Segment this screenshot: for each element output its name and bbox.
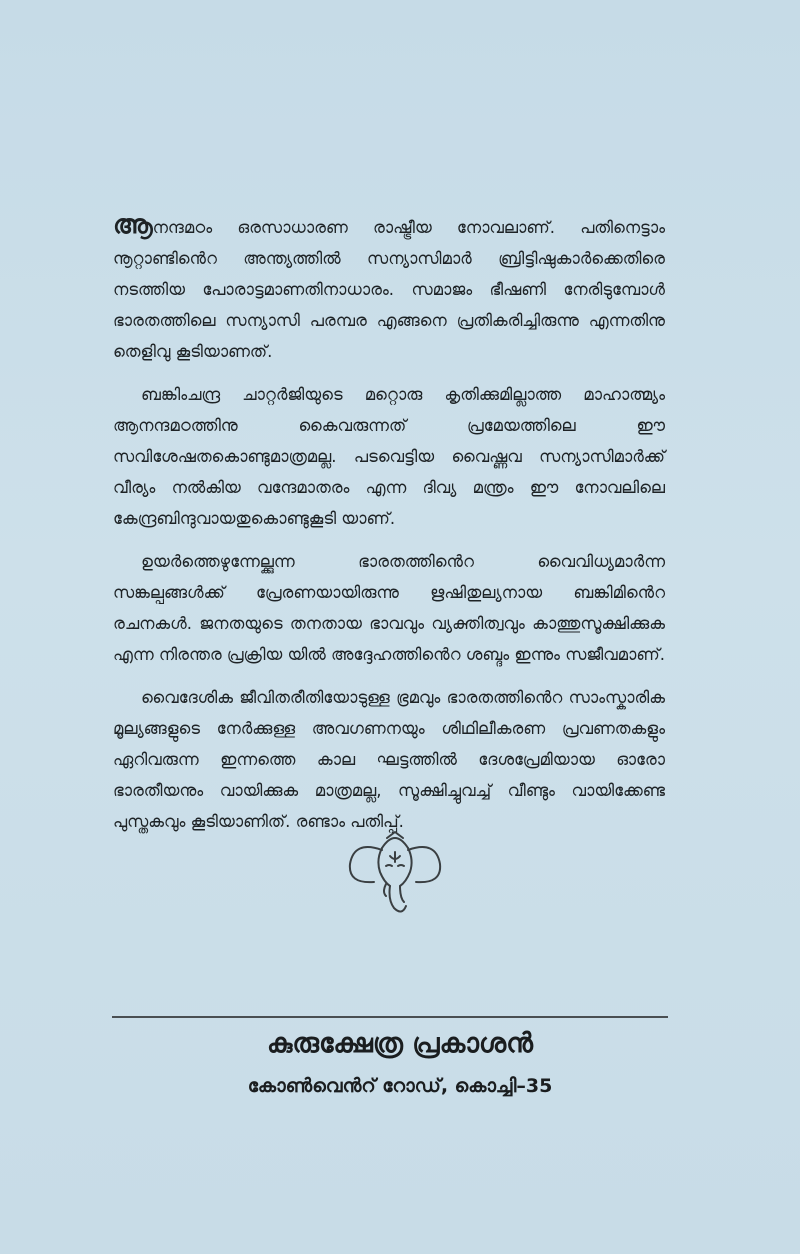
blurb-paragraph-3: ഉയർത്തെഴുന്നേല്ക്കുന്ന ഭാരതത്തിൻെറ വൈവിധ്യമാർന്ന സങ്കല്പങ്ങൾക്ക് പ്രേരണയായിരുന്നു ഋഷിതുല്യനായ ബങ്കിമിൻെറ രചനകൾ. ജനതയുടെ തനതായ ഭാവവും വ്യക്തിത്വവും കാത്തുസൂക്ഷിക്കുക എന്ന നിരന്തര പ്രക്രിയ യിൽ അദ്ദേഹത്തിൻെറ ശബ്ദം ഇന്നും സജീവമാണ്. bbox=[113, 552, 665, 664]
publisher-name: കുരുക്ഷേത്ര പ്രകാശൻ bbox=[267, 1028, 533, 1059]
blurb-paragraph-2: ബങ്കിംചന്ദ്ര ചാറ്റർജിയുടെ മറ്റൊരു കൃതിക്കുമില്ലാത്ത മാഹാത്മ്യം ആനന്ദമഠത്തിനു കൈവരുന്നത് പ്രമേയത്തിലെ ഈ സവിശേഷതകൊണ്ടുമാത്രമല്ല. പടവെട്ടിയ വൈഷ്ണവ സന്യാസിമാർക്ക് വീര്യം നൽകിയ വന്ദേമാതരം എന്ന ദിവ്യ മന്ത്രം ഈ നോവലിലെ കേന്ദ്രബിന്ദുവായതുകൊണ്ടുകൂടി യാണ്. bbox=[113, 385, 665, 528]
blurb-paragraph-1-text: നന്ദമഠം ഒരസാധാരണ രാഷ്ട്രീയ നോവലാണ്. പതിനെട്ടാം നൂറ്റാണ്ടിൻെറ അന്ത്യത്തിൽ സന്യാസിമാർ ബ്രിട്ടിഷുകാർക്കെതിരെ നടത്തിയ പോരാട്ടമാണതിനാധാരം. സമാജം ഭീഷണി നേരിടുമ്പോൾ ഭാരതത്തിലെ സന്യാസി പരമ്പര എങ്ങനെ പ്രതികരിച്ചിരുന്നു എന്നതിനു തെളിവു കൂടിയാണത്. bbox=[113, 218, 665, 361]
drop-cap: ആ bbox=[113, 210, 153, 240]
divider-line bbox=[112, 1016, 668, 1018]
blurb-paragraph-4: വൈദേശിക ജീവിതരീതിയോടുള്ള ഭ്രമവും ഭാരതത്തിൻെറ സാംസ്കാരിക മൂല്യങ്ങളുടെ നേർക്കുള്ള അവഗണനയും ശിഥിലീകരണ പ്രവണതകളും ഏറിവരുന്ന ഇന്നത്തെ കാല ഘട്ടത്തിൽ ദേശപ്രേമിയായ ഓരോ ഭാരതീയനും വായിക്കുക മാത്രമല്ല, സൂക്ഷിച്ചുവച്ച് വീണ്ടും വായിക്കേണ്ട പുസ്തകവും കൂടിയാണിത്. രണ്ടാം പതിപ്പ്. bbox=[113, 688, 665, 831]
ganesha-icon bbox=[340, 826, 450, 918]
blurb-text bbox=[113, 212, 665, 849]
blurb-paragraph-1 bbox=[113, 212, 665, 367]
publisher-address: കോൺവെൻറ് റോഡ്, കൊച്ചി–35 bbox=[247, 1075, 553, 1097]
